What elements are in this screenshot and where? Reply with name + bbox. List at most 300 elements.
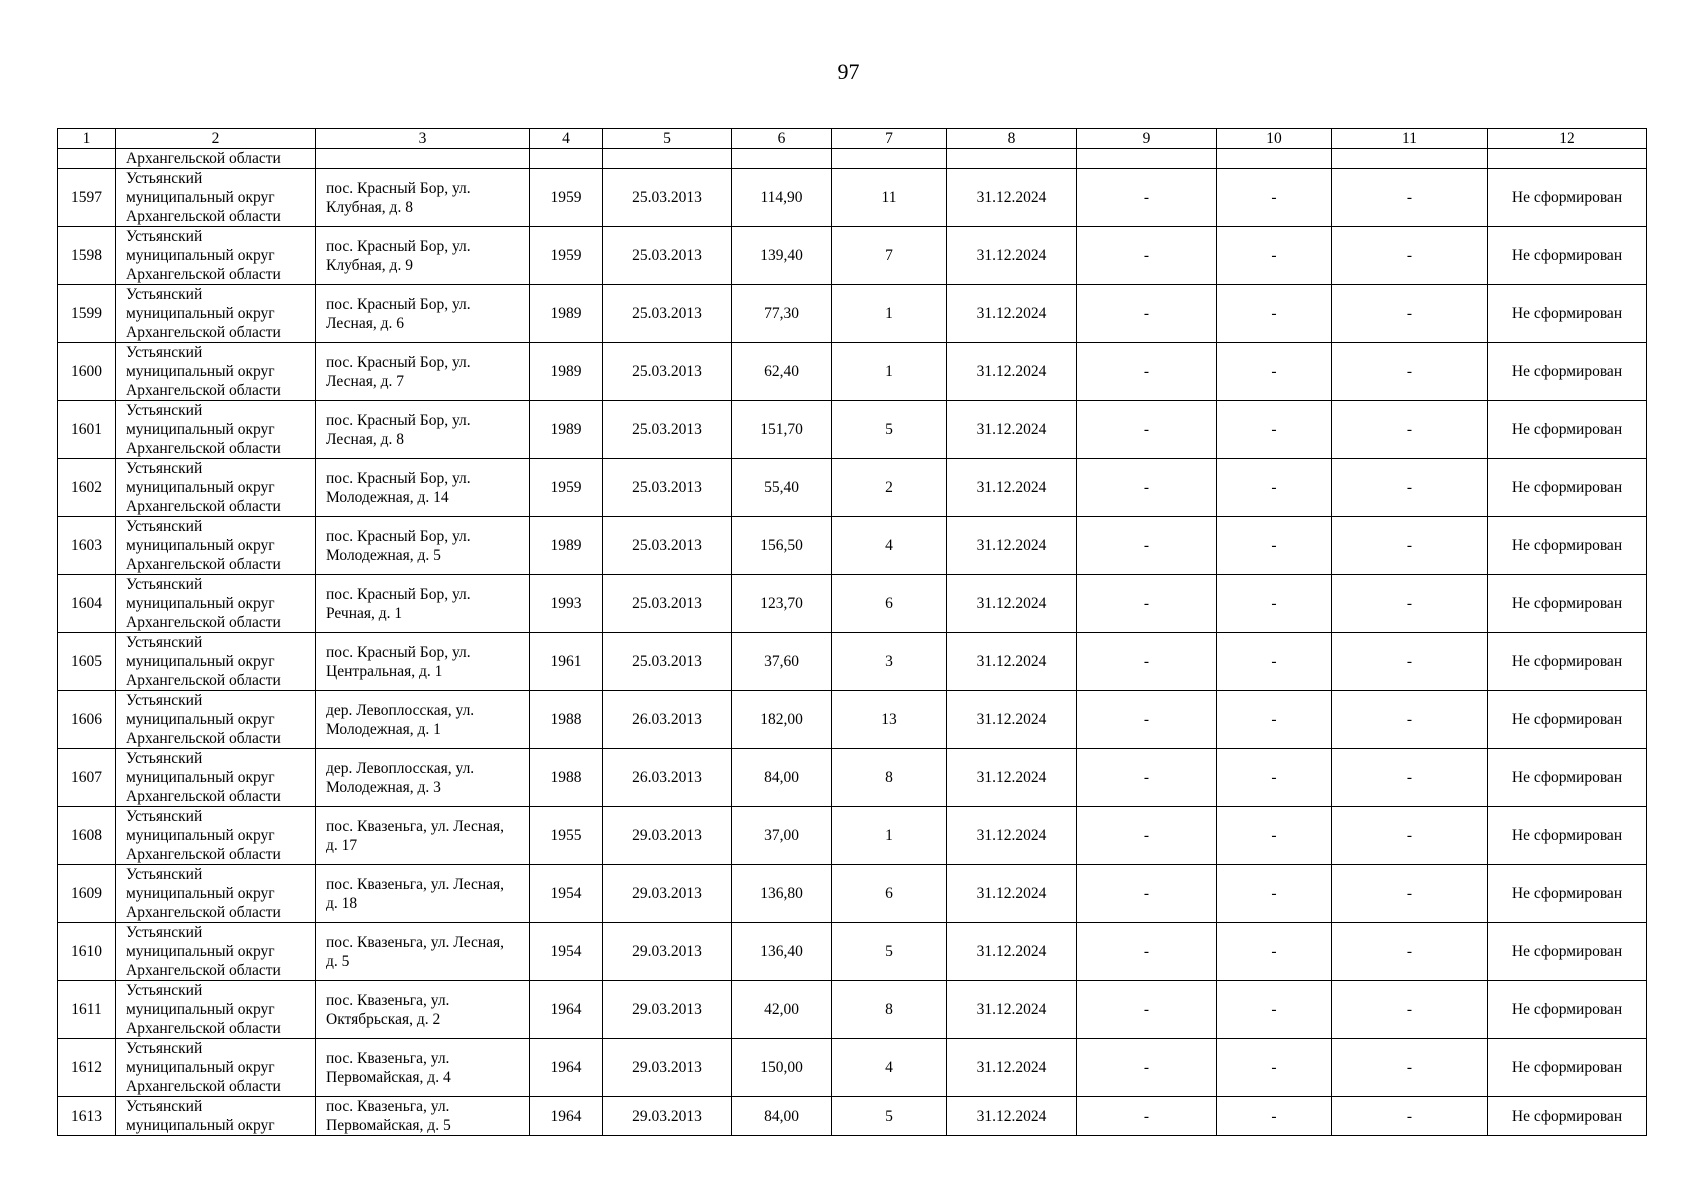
- cell-year: 1989: [530, 343, 603, 401]
- cell-planned-date: 31.12.2024: [947, 691, 1077, 749]
- cell-date: 25.03.2013: [603, 575, 732, 633]
- cell-col11: -: [1332, 285, 1488, 343]
- cell-col9: -: [1077, 285, 1217, 343]
- cell-date: 29.03.2013: [603, 981, 732, 1039]
- column-header: 1: [58, 129, 116, 149]
- cell-empty: [1332, 149, 1488, 169]
- cell-municipality: [116, 633, 316, 691]
- cell-residents: 6: [832, 575, 947, 633]
- cell-planned-date: 31.12.2024: [947, 807, 1077, 865]
- cell-row-number: 1603: [58, 517, 116, 575]
- cell-residents: 1: [832, 343, 947, 401]
- cell-empty: [1217, 149, 1332, 169]
- cell-col10: -: [1217, 749, 1332, 807]
- cell-municipality: [116, 807, 316, 865]
- cell-col10: -: [1217, 459, 1332, 517]
- cell-area: 84,00: [732, 749, 832, 807]
- cell-col10: -: [1217, 575, 1332, 633]
- cell-col10: -: [1217, 517, 1332, 575]
- municipality-line: Архангельской области: [126, 382, 281, 399]
- cell-residents: 4: [832, 517, 947, 575]
- table-row: [58, 633, 1647, 691]
- cell-row-number: 1599: [58, 285, 116, 343]
- address-line: пос. Квазеньга, ул.: [326, 991, 450, 1009]
- cell-date: 25.03.2013: [603, 633, 732, 691]
- cell-col9: -: [1077, 169, 1217, 227]
- cell-planned-date: 31.12.2024: [947, 981, 1077, 1039]
- column-header: 8: [947, 129, 1077, 149]
- cell-year: 1954: [530, 865, 603, 923]
- cell-row-number: 1606: [58, 691, 116, 749]
- address-line: пос. Красный Бор, ул.: [326, 643, 471, 661]
- cell-planned-date: 31.12.2024: [947, 285, 1077, 343]
- municipality-line: Устьянский: [126, 750, 203, 767]
- table-row: [58, 459, 1647, 517]
- cell-status: Не сформирован: [1488, 749, 1647, 807]
- address-line: пос. Красный Бор, ул.: [326, 411, 471, 429]
- cell-col10: -: [1217, 227, 1332, 285]
- address-line: пос. Квазеньга, ул. Лесная,: [326, 817, 505, 835]
- cell-row-number: 1604: [58, 575, 116, 633]
- cell-status: Не сформирован: [1488, 981, 1647, 1039]
- address-line: Первомайская, д. 4: [326, 1068, 451, 1086]
- cell-municipality: [116, 343, 316, 401]
- cell-municipality: [116, 923, 316, 981]
- cell-year: 1959: [530, 227, 603, 285]
- address-line: пос. Красный Бор, ул.: [326, 295, 471, 313]
- cell-residents: 8: [832, 749, 947, 807]
- cell-empty: [947, 149, 1077, 169]
- table-row: [58, 749, 1647, 807]
- cell-planned-date: 31.12.2024: [947, 1097, 1077, 1136]
- municipality-line: Архангельской области: [126, 498, 281, 515]
- address-line: Молодежная, д. 5: [326, 546, 441, 564]
- cell-col11: -: [1332, 227, 1488, 285]
- cell-municipality: [116, 285, 316, 343]
- cell-col11: -: [1332, 691, 1488, 749]
- municipality-line: Устьянский: [126, 1098, 203, 1115]
- municipality-line: муниципальный округ: [126, 247, 275, 264]
- cell-residents: 4: [832, 1039, 947, 1097]
- cell-col10: -: [1217, 343, 1332, 401]
- table-row: [58, 1097, 1647, 1136]
- cell-col9: -: [1077, 575, 1217, 633]
- cell-row-number: 1602: [58, 459, 116, 517]
- cell-date: 29.03.2013: [603, 1039, 732, 1097]
- municipality-line: муниципальный округ: [126, 189, 275, 206]
- cell-residents: 5: [832, 1097, 947, 1136]
- address-line: пос. Красный Бор, ул.: [326, 585, 471, 603]
- cell-row-number: 1609: [58, 865, 116, 923]
- column-header: 7: [832, 129, 947, 149]
- cell-address: [316, 633, 530, 691]
- cell-residents: 1: [832, 807, 947, 865]
- cell-status: Не сформирован: [1488, 923, 1647, 981]
- cell-residents: 5: [832, 401, 947, 459]
- table-row: [58, 865, 1647, 923]
- municipality-line: Архангельской области: [126, 672, 281, 689]
- cell-empty: [603, 149, 732, 169]
- cell-year: 1959: [530, 169, 603, 227]
- cell-area: 136,80: [732, 865, 832, 923]
- table-row: [58, 575, 1647, 633]
- cell-residents: 11: [832, 169, 947, 227]
- cell-col11: -: [1332, 749, 1488, 807]
- address-line: Октябрьская, д. 2: [326, 1010, 441, 1028]
- cell-col11: -: [1332, 1039, 1488, 1097]
- municipality-line: Устьянский: [126, 402, 203, 419]
- municipality-line: муниципальный округ: [126, 479, 275, 496]
- cell-status: Не сформирован: [1488, 401, 1647, 459]
- cell-status: Не сформирован: [1488, 1039, 1647, 1097]
- cell-date: 25.03.2013: [603, 343, 732, 401]
- cell-status: Не сформирован: [1488, 1097, 1647, 1136]
- municipality-line: Архангельской области: [126, 1078, 281, 1095]
- cell-address: [316, 227, 530, 285]
- cell-row-number: 1598: [58, 227, 116, 285]
- table-row: [58, 1039, 1647, 1097]
- municipality-line: Архангельской области: [126, 556, 281, 573]
- cell-address: [316, 169, 530, 227]
- cell-residents: 1: [832, 285, 947, 343]
- cell-municipality: [116, 575, 316, 633]
- cell-col11: -: [1332, 517, 1488, 575]
- municipality-line: Устьянский: [126, 634, 203, 651]
- address-line: Центральная, д. 1: [326, 662, 443, 680]
- column-header: 2: [116, 129, 316, 149]
- municipality-line: Устьянский: [126, 344, 203, 361]
- cell-address: [316, 923, 530, 981]
- municipality-line: муниципальный округ: [126, 943, 275, 960]
- table-row: [58, 807, 1647, 865]
- cell-empty: [530, 149, 603, 169]
- cell-col9: -: [1077, 343, 1217, 401]
- municipality-line: Устьянский: [126, 228, 203, 245]
- cell-row-number: 1607: [58, 749, 116, 807]
- column-header: 4: [530, 129, 603, 149]
- column-number-header: [58, 129, 1647, 149]
- cell-col9: -: [1077, 807, 1217, 865]
- cell-date: 25.03.2013: [603, 227, 732, 285]
- cell-date: 25.03.2013: [603, 285, 732, 343]
- cell-address: [316, 981, 530, 1039]
- column-header: 5: [603, 129, 732, 149]
- cell-area: 182,00: [732, 691, 832, 749]
- cell-municipality: [116, 401, 316, 459]
- cell-area: 114,90: [732, 169, 832, 227]
- cell-col9: -: [1077, 749, 1217, 807]
- cell-year: 1989: [530, 401, 603, 459]
- continuation-row: [58, 149, 1647, 169]
- cell-status: Не сформирован: [1488, 459, 1647, 517]
- cell-area: 84,00: [732, 1097, 832, 1136]
- cell-date: 29.03.2013: [603, 923, 732, 981]
- table-row: [58, 923, 1647, 981]
- cell-area: 156,50: [732, 517, 832, 575]
- cell-date: 25.03.2013: [603, 401, 732, 459]
- municipality-line: Устьянский: [126, 808, 203, 825]
- page-number: 97: [837, 59, 860, 84]
- cell-col10: -: [1217, 691, 1332, 749]
- cell-address: [316, 749, 530, 807]
- address-line: д. 18: [326, 894, 358, 912]
- cell-year: 1964: [530, 1097, 603, 1136]
- address-line: Лесная, д. 8: [326, 430, 404, 448]
- cell-address: [316, 343, 530, 401]
- housing-registry-table: [57, 128, 1647, 1136]
- cell-col11: -: [1332, 459, 1488, 517]
- table-row: [58, 285, 1647, 343]
- municipality-line: Архангельской области: [126, 962, 281, 979]
- cell-year: 1959: [530, 459, 603, 517]
- column-header: 6: [732, 129, 832, 149]
- municipality-line: Архангельской области: [126, 208, 281, 225]
- cell-area: 55,40: [732, 459, 832, 517]
- cell-year: 1964: [530, 1039, 603, 1097]
- cell-year: 1988: [530, 749, 603, 807]
- cell-address: [316, 285, 530, 343]
- column-header: 9: [1077, 129, 1217, 149]
- municipality-line: муниципальный округ: [126, 1059, 275, 1076]
- cell-address: [316, 691, 530, 749]
- address-line: пос. Красный Бор, ул.: [326, 353, 471, 371]
- address-line: пос. Квазеньга, ул.: [326, 1049, 450, 1067]
- municipality-line: муниципальный округ: [126, 537, 275, 554]
- cell-col9: -: [1077, 227, 1217, 285]
- cell-year: 1989: [530, 517, 603, 575]
- cell-municipality: Архангельской области: [116, 149, 316, 169]
- cell-col9: -: [1077, 691, 1217, 749]
- cell-planned-date: 31.12.2024: [947, 749, 1077, 807]
- cell-col11: -: [1332, 401, 1488, 459]
- municipality-line: Устьянский: [126, 518, 203, 535]
- cell-col11: -: [1332, 633, 1488, 691]
- cell-row-number: 1612: [58, 1039, 116, 1097]
- cell-residents: 5: [832, 923, 947, 981]
- cell-date: 29.03.2013: [603, 1097, 732, 1136]
- municipality-line: муниципальный округ: [126, 305, 275, 322]
- cell-status: Не сформирован: [1488, 169, 1647, 227]
- municipality-line: Архангельской области: [126, 1020, 281, 1037]
- address-line: пос. Красный Бор, ул.: [326, 469, 471, 487]
- cell-empty: [732, 149, 832, 169]
- cell-year: 1955: [530, 807, 603, 865]
- cell-address: [316, 517, 530, 575]
- cell-date: 25.03.2013: [603, 459, 732, 517]
- cell-row-number: 1601: [58, 401, 116, 459]
- address-line: Лесная, д. 6: [326, 314, 404, 332]
- table-row: [58, 401, 1647, 459]
- address-line: пос. Красный Бор, ул.: [326, 179, 471, 197]
- address-line: Молодежная, д. 14: [326, 488, 449, 506]
- cell-area: 136,40: [732, 923, 832, 981]
- cell-col11: -: [1332, 923, 1488, 981]
- cell-planned-date: 31.12.2024: [947, 343, 1077, 401]
- cell-residents: 2: [832, 459, 947, 517]
- table-row: [58, 981, 1647, 1039]
- municipality-line: Архангельской области: [126, 324, 281, 341]
- cell-planned-date: 31.12.2024: [947, 923, 1077, 981]
- cell-status: Не сформирован: [1488, 633, 1647, 691]
- cell-col11: -: [1332, 169, 1488, 227]
- cell-row-number: 1600: [58, 343, 116, 401]
- cell-date: 29.03.2013: [603, 807, 732, 865]
- cell-area: 139,40: [732, 227, 832, 285]
- cell-empty: [832, 149, 947, 169]
- column-header: 3: [316, 129, 530, 149]
- cell-row-number: 1597: [58, 169, 116, 227]
- cell-empty: [58, 149, 116, 169]
- cell-residents: 7: [832, 227, 947, 285]
- cell-empty: [1077, 149, 1217, 169]
- cell-area: 42,00: [732, 981, 832, 1039]
- cell-empty: [1488, 149, 1647, 169]
- municipality-line: Устьянский: [126, 866, 203, 883]
- cell-col9: -: [1077, 1039, 1217, 1097]
- cell-residents: 3: [832, 633, 947, 691]
- cell-date: 29.03.2013: [603, 865, 732, 923]
- cell-municipality: [116, 517, 316, 575]
- column-header: 10: [1217, 129, 1332, 149]
- cell-area: 151,70: [732, 401, 832, 459]
- cell-residents: 13: [832, 691, 947, 749]
- cell-col11: -: [1332, 343, 1488, 401]
- cell-row-number: 1608: [58, 807, 116, 865]
- cell-col10: -: [1217, 401, 1332, 459]
- cell-planned-date: 31.12.2024: [947, 459, 1077, 517]
- table-row: [58, 227, 1647, 285]
- address-line: пос. Красный Бор, ул.: [326, 237, 471, 255]
- table-row: [58, 517, 1647, 575]
- cell-year: 1988: [530, 691, 603, 749]
- cell-date: 26.03.2013: [603, 749, 732, 807]
- cell-date: 25.03.2013: [603, 169, 732, 227]
- cell-col10: -: [1217, 807, 1332, 865]
- address-line: дер. Левоплосская, ул.: [326, 759, 475, 777]
- address-line: Лесная, д. 7: [326, 372, 404, 390]
- municipality-line: муниципальный округ: [126, 653, 275, 670]
- cell-municipality: [116, 459, 316, 517]
- cell-col11: -: [1332, 575, 1488, 633]
- cell-col10: -: [1217, 923, 1332, 981]
- cell-address: [316, 807, 530, 865]
- cell-date: 25.03.2013: [603, 517, 732, 575]
- cell-municipality: [116, 865, 316, 923]
- municipality-line: Архангельской области: [126, 788, 281, 805]
- cell-col10: -: [1217, 285, 1332, 343]
- cell-municipality: [116, 1097, 316, 1136]
- cell-municipality: [116, 749, 316, 807]
- cell-row-number: 1611: [58, 981, 116, 1039]
- cell-planned-date: 31.12.2024: [947, 1039, 1077, 1097]
- cell-municipality: [116, 691, 316, 749]
- municipality-line: Архангельской области: [126, 614, 281, 631]
- municipality-line: Устьянский: [126, 1040, 203, 1057]
- cell-col10: -: [1217, 633, 1332, 691]
- cell-col9: -: [1077, 401, 1217, 459]
- cell-year: 1964: [530, 981, 603, 1039]
- municipality-line: Архангельской области: [126, 730, 281, 747]
- municipality-line: Архангельской области: [126, 904, 281, 921]
- cell-col9: -: [1077, 981, 1217, 1039]
- cell-col10: -: [1217, 865, 1332, 923]
- address-line: д. 5: [326, 952, 350, 970]
- cell-col10: -: [1217, 981, 1332, 1039]
- address-line: пос. Квазеньга, ул.: [326, 1098, 450, 1115]
- header-row: [58, 129, 1647, 149]
- municipality-line: Устьянский: [126, 286, 203, 303]
- municipality-line: Устьянский: [126, 576, 203, 593]
- cell-address: [316, 459, 530, 517]
- municipality-line: муниципальный округ: [126, 1001, 275, 1018]
- cell-municipality: [116, 1039, 316, 1097]
- cell-col11: -: [1332, 981, 1488, 1039]
- cell-area: 62,40: [732, 343, 832, 401]
- cell-planned-date: 31.12.2024: [947, 401, 1077, 459]
- cell-empty: [316, 149, 530, 169]
- municipality-line: муниципальный округ: [126, 595, 275, 612]
- cell-year: 1989: [530, 285, 603, 343]
- cell-status: Не сформирован: [1488, 575, 1647, 633]
- municipality-line: Устьянский: [126, 692, 203, 709]
- cell-planned-date: 31.12.2024: [947, 575, 1077, 633]
- municipality-line: Устьянский: [126, 982, 203, 999]
- municipality-line: муниципальный округ: [126, 827, 275, 844]
- cell-address: [316, 1039, 530, 1097]
- cell-date: 26.03.2013: [603, 691, 732, 749]
- cell-col9: -: [1077, 923, 1217, 981]
- address-line: Клубная, д. 9: [326, 256, 413, 274]
- municipality-line: муниципальный округ: [126, 421, 275, 438]
- address-line: Молодежная, д. 3: [326, 778, 441, 796]
- cell-col9: -: [1077, 517, 1217, 575]
- cell-planned-date: 31.12.2024: [947, 169, 1077, 227]
- cell-municipality: [116, 169, 316, 227]
- cell-area: 150,00: [732, 1039, 832, 1097]
- cell-residents: 8: [832, 981, 947, 1039]
- cell-row-number: 1613: [58, 1097, 116, 1136]
- municipality-line: Устьянский: [126, 460, 203, 477]
- cell-planned-date: 31.12.2024: [947, 865, 1077, 923]
- cell-col10: -: [1217, 1039, 1332, 1097]
- cell-status: Не сформирован: [1488, 807, 1647, 865]
- cell-area: 37,00: [732, 807, 832, 865]
- municipality-line: муниципальный округ: [126, 769, 275, 786]
- address-line: Клубная, д. 8: [326, 198, 413, 216]
- cell-status: Не сформирован: [1488, 285, 1647, 343]
- municipality-line: муниципальный округ: [126, 1117, 275, 1134]
- cell-planned-date: 31.12.2024: [947, 633, 1077, 691]
- municipality-line: муниципальный округ: [126, 885, 275, 902]
- cell-area: 77,30: [732, 285, 832, 343]
- cell-col9: -: [1077, 633, 1217, 691]
- cell-col11: -: [1332, 1097, 1488, 1136]
- address-line: пос. Квазеньга, ул. Лесная,: [326, 933, 505, 951]
- municipality-line: Архангельской области: [126, 266, 281, 283]
- address-line: Речная, д. 1: [326, 604, 403, 622]
- municipality-line: Архангельской области: [126, 440, 281, 457]
- table-body: [58, 149, 1647, 1136]
- address-line: д. 17: [326, 836, 358, 854]
- municipality-line: Устьянский: [126, 924, 203, 941]
- cell-address: [316, 401, 530, 459]
- column-header: 12: [1488, 129, 1647, 149]
- cell-col9: -: [1077, 1097, 1217, 1136]
- municipality-line: муниципальный округ: [126, 711, 275, 728]
- address-line: пос. Квазеньга, ул. Лесная,: [326, 875, 505, 893]
- address-line: Первомайская, д. 5: [326, 1117, 451, 1134]
- cell-area: 37,60: [732, 633, 832, 691]
